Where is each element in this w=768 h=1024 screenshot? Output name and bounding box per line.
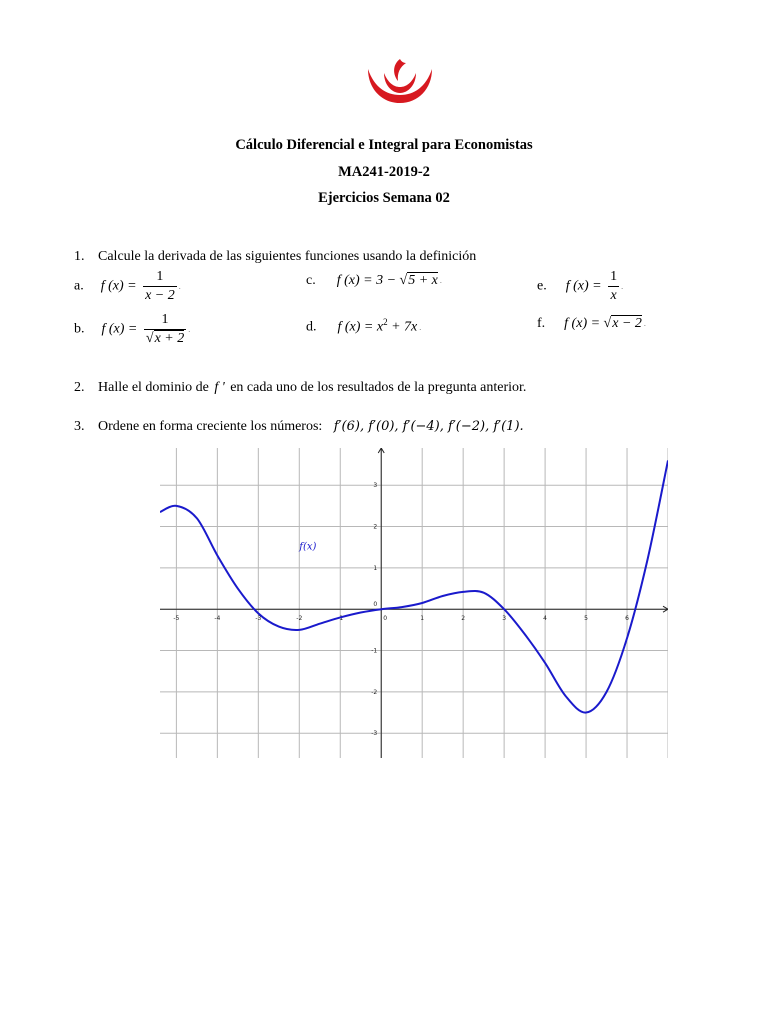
course-title: Cálculo Diferencial e Integral para Economistas	[235, 137, 533, 153]
x-tick-label: 3	[502, 615, 507, 623]
q1-text: Calcule la derivada de las siguientes funciones usando la definición	[98, 249, 477, 264]
x-tick-label: 5	[584, 615, 588, 623]
numerator: 1	[156, 269, 164, 284]
worksheet-title: Ejercicios Semana 02	[318, 190, 450, 206]
x-tick-label: -3	[255, 615, 262, 623]
q1-item-c: c. f (x) = 3 − √5 + x .	[306, 273, 442, 288]
q1-item-b: b. f (x) = $\frac{1}{√x + 2}$ .	[74, 312, 191, 346]
item-label: d.	[306, 319, 317, 335]
y-tick-label: 2	[373, 523, 378, 531]
q2-number: 2.	[74, 380, 85, 395]
fraction	[608, 270, 619, 303]
numerator: 1	[610, 269, 618, 284]
expr-tail: + 7x	[391, 319, 418, 335]
q1-item-e: e. f (x) = $\frac{1}{x}$ .	[537, 269, 624, 303]
item-lhs: f (x) = 3 −	[336, 273, 397, 288]
sqrt: √5 + x	[399, 273, 438, 288]
item-label: f.	[537, 316, 546, 331]
x-tick-label: 0	[383, 615, 388, 623]
q2-text-after: en cada uno de los resultados de la pregunta anterior.	[230, 380, 527, 395]
item-lhs: f (x) =	[337, 319, 374, 335]
y-tick-label: 0	[373, 601, 378, 609]
sqrt: √x − 2	[603, 316, 642, 331]
radicand: x + 2	[154, 331, 185, 346]
numerator: 1	[161, 312, 169, 327]
radicand: 5 + x	[408, 273, 438, 288]
item-lhs: f (x) =	[101, 321, 138, 337]
q3-text	[98, 419, 524, 435]
denominator: x	[610, 288, 617, 303]
y-tick-label: 3	[373, 482, 378, 490]
function-curve	[160, 460, 668, 712]
fraction	[143, 270, 177, 303]
q3-text-main: Ordene en forma creciente los números:	[98, 419, 323, 434]
q1-item-a: a. f (x) = $\frac{1}{x - 2}$ .	[74, 269, 181, 303]
upc-logo	[362, 55, 438, 107]
function-label: f(x)	[299, 541, 317, 553]
q2-text-before: Halle el dominio de	[98, 380, 209, 395]
y-tick-label: -3	[371, 730, 378, 738]
function-graph	[160, 448, 668, 758]
x-tick-label: 1	[420, 615, 425, 623]
tick-labels	[173, 482, 629, 737]
f-prime-symbol: f '	[214, 380, 225, 395]
y-tick-label: -2	[371, 688, 378, 696]
y-tick-label: -1	[371, 647, 378, 655]
item-label: c.	[306, 273, 316, 288]
fraction	[144, 313, 186, 346]
x-tick-label: -2	[296, 615, 303, 623]
x-tick-label: -4	[214, 615, 221, 623]
item-label: e.	[537, 278, 547, 294]
y-tick-label: 1	[373, 564, 378, 572]
item-label: a.	[74, 278, 84, 294]
x-tick-label: 6	[625, 615, 629, 623]
item-label: b.	[74, 321, 85, 337]
q3-number: 3.	[74, 419, 85, 434]
x-tick-label: -1	[337, 615, 344, 623]
item-lhs: f (x) =	[564, 316, 601, 331]
expr-base: x	[376, 319, 384, 335]
expr-exponent: 2	[383, 317, 388, 327]
denominator: √x + 2	[145, 331, 185, 346]
q1-item-d: d. f $(x) = x^2 + 7x$ .	[306, 317, 422, 335]
course-code: MA241-2019-2	[338, 164, 430, 180]
q1-item-f: f. f (x) = √x − 2 .	[537, 316, 646, 331]
item-lhs: f (x) =	[565, 278, 602, 294]
x-tick-label: 2	[461, 615, 466, 623]
item-lhs: f (x) =	[100, 278, 137, 294]
q2-text	[98, 380, 526, 396]
denominator: x − 2	[145, 288, 175, 303]
x-tick-label: -5	[173, 615, 180, 623]
q3-values: f′(6), f′(0), f′(−4), f′(−2), f′(1).	[333, 419, 524, 434]
radicand: x − 2	[612, 316, 642, 331]
x-tick-label: 4	[543, 615, 548, 623]
q1-number: 1.	[74, 249, 85, 264]
